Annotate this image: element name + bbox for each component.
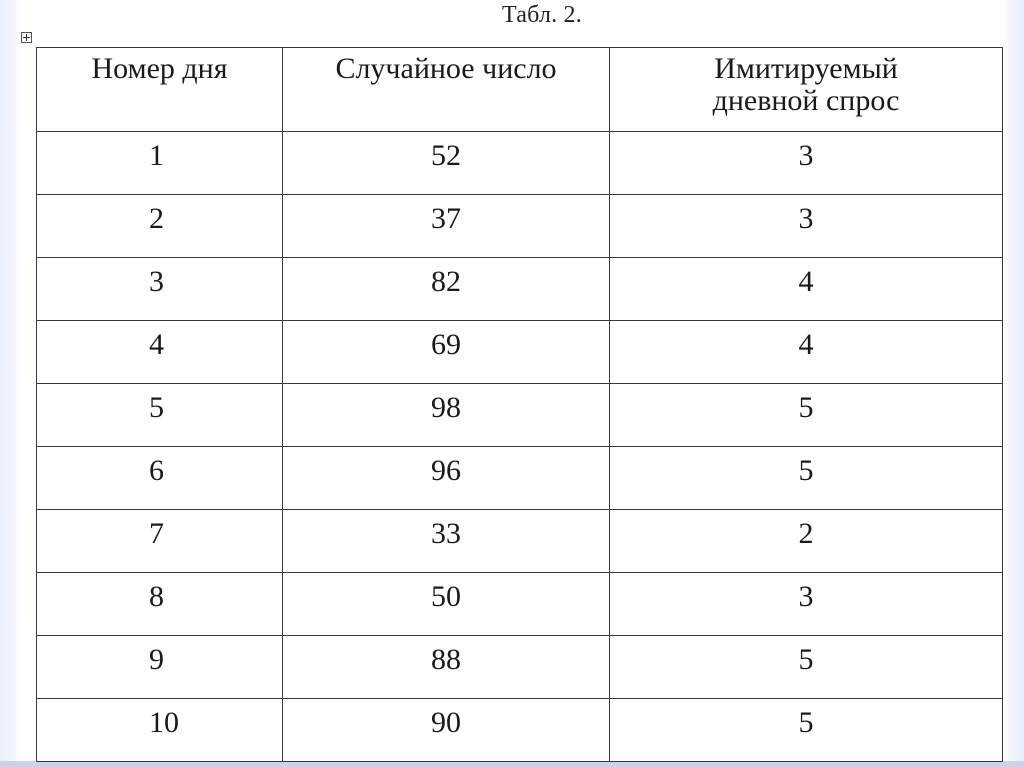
table-row bbox=[37, 636, 1003, 699]
cell-day-number: 9 bbox=[37, 636, 283, 699]
cell-random-number: 96 bbox=[283, 447, 610, 510]
header-simulated-demand bbox=[610, 48, 1003, 132]
cell-simulated-demand: 5 bbox=[610, 384, 1003, 447]
table-row bbox=[37, 195, 1003, 258]
table-row bbox=[37, 258, 1003, 321]
cell-day-number: 5 bbox=[37, 384, 283, 447]
header-simulated-demand-label: Имитируемый дневной спрос bbox=[712, 52, 900, 117]
cell-simulated-demand: 3 bbox=[610, 132, 1003, 195]
left-border-decoration bbox=[0, 0, 22, 767]
right-border-decoration bbox=[1004, 0, 1024, 767]
cell-simulated-demand: 4 bbox=[610, 321, 1003, 384]
data-table bbox=[36, 47, 1003, 762]
header-random-number: Случайное число bbox=[283, 48, 610, 132]
cell-random-number: 33 bbox=[283, 510, 610, 573]
cell-random-number: 88 bbox=[283, 636, 610, 699]
cell-day-number: 3 bbox=[37, 258, 283, 321]
table-row bbox=[37, 321, 1003, 384]
table-caption: Табл. 2. bbox=[502, 2, 582, 28]
table-row bbox=[37, 384, 1003, 447]
table-row bbox=[37, 510, 1003, 573]
cell-simulated-demand: 3 bbox=[610, 195, 1003, 258]
cell-day-number: 4 bbox=[37, 321, 283, 384]
table-row bbox=[37, 699, 1003, 762]
table-move-handle-icon[interactable] bbox=[21, 32, 32, 43]
cell-random-number: 69 bbox=[283, 321, 610, 384]
cell-simulated-demand: 2 bbox=[610, 510, 1003, 573]
table-body bbox=[37, 132, 1003, 762]
cell-simulated-demand: 5 bbox=[610, 636, 1003, 699]
cell-day-number: 6 bbox=[37, 447, 283, 510]
cell-random-number: 82 bbox=[283, 258, 610, 321]
cell-day-number: 7 bbox=[37, 510, 283, 573]
cell-random-number: 52 bbox=[283, 132, 610, 195]
cell-simulated-demand: 5 bbox=[610, 447, 1003, 510]
cell-random-number: 98 bbox=[283, 384, 610, 447]
cell-simulated-demand: 3 bbox=[610, 573, 1003, 636]
cell-random-number: 50 bbox=[283, 573, 610, 636]
table-row bbox=[37, 447, 1003, 510]
table-row bbox=[37, 132, 1003, 195]
header-day-number: Номер дня bbox=[37, 48, 283, 132]
cell-day-number: 10 bbox=[37, 699, 283, 762]
cell-day-number: 1 bbox=[37, 132, 283, 195]
cell-day-number: 8 bbox=[37, 573, 283, 636]
cell-day-number: 2 bbox=[37, 195, 283, 258]
cell-simulated-demand: 5 bbox=[610, 699, 1003, 762]
cell-simulated-demand: 4 bbox=[610, 258, 1003, 321]
cell-random-number: 90 bbox=[283, 699, 610, 762]
cell-random-number: 37 bbox=[283, 195, 610, 258]
table-header-row bbox=[37, 48, 1003, 132]
table-row bbox=[37, 573, 1003, 636]
